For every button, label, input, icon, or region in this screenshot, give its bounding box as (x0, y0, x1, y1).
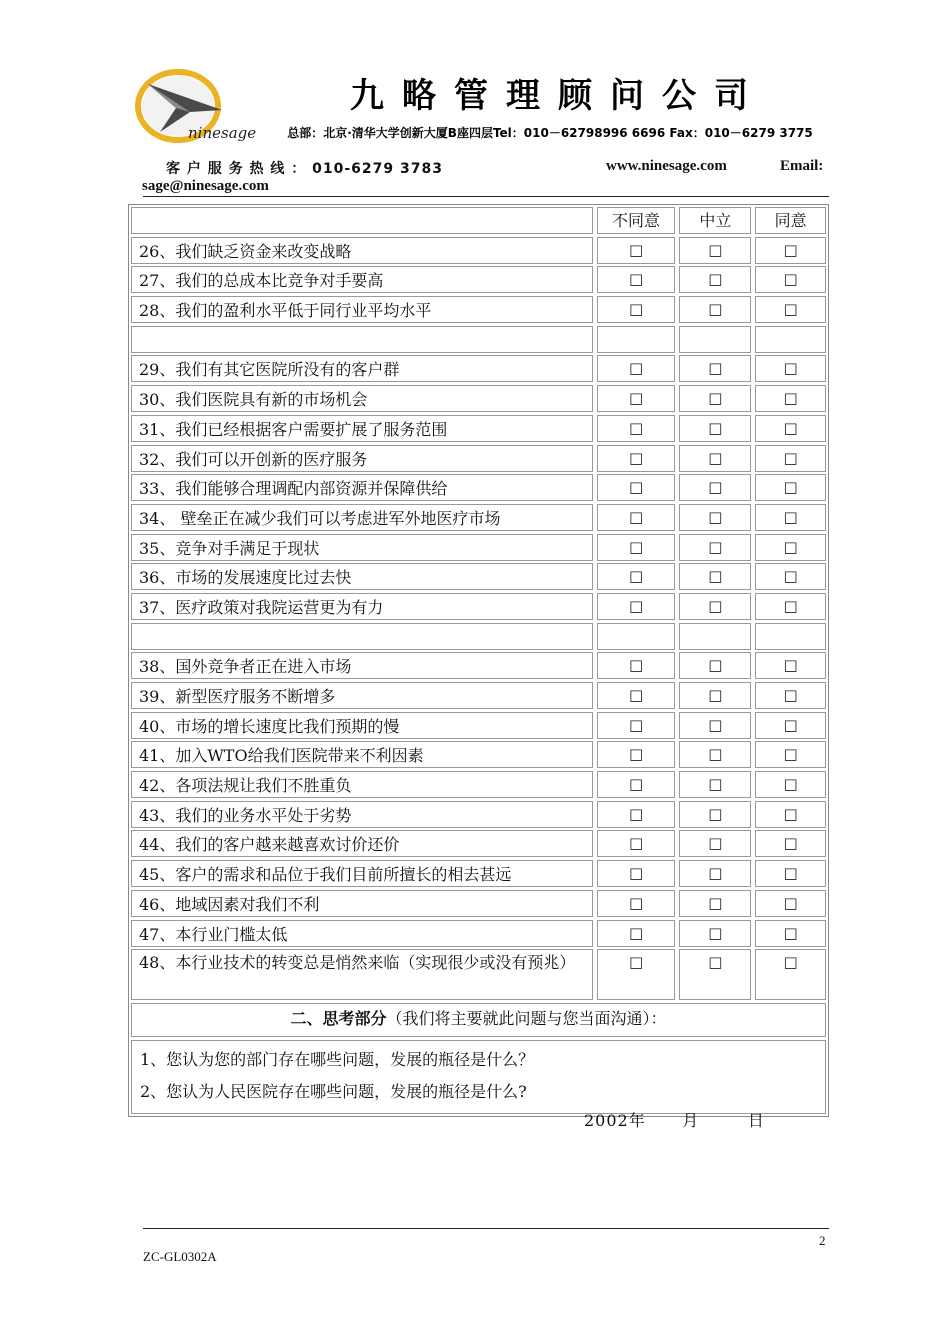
disagree-checkbox[interactable]: □ (597, 771, 676, 798)
question-text: 44、我们的客户越来越喜欢讨价还价 (131, 830, 593, 857)
question-text: 32、我们可以开创新的医疗服务 (131, 445, 593, 472)
email-link[interactable]: sage@ninesage.com (142, 178, 269, 194)
agree-checkbox[interactable]: □ (755, 890, 826, 917)
neutral-checkbox[interactable]: □ (679, 712, 751, 739)
company-name: 九略管理顾问公司 (350, 76, 766, 116)
question-row (131, 801, 826, 828)
disagree-checkbox[interactable]: □ (597, 296, 676, 323)
question-group-2 (131, 355, 826, 620)
question-text: 27、我们的总成本比竞争对手要高 (131, 266, 593, 293)
agree-checkbox[interactable]: □ (755, 593, 826, 620)
question-row (131, 474, 826, 501)
ninesage-logo (130, 66, 260, 146)
agree-checkbox[interactable]: □ (755, 771, 826, 798)
neutral-checkbox[interactable]: □ (679, 801, 751, 828)
question-text: 37、医疗政策对我院运营更为有力 (131, 593, 593, 620)
disagree-checkbox[interactable]: □ (597, 534, 676, 561)
question-text: 45、客户的需求和品位于我们目前所擅长的相去甚远 (131, 860, 593, 887)
neutral-checkbox[interactable]: □ (679, 415, 751, 442)
col-agree: 同意 (755, 207, 826, 234)
spacer-row (131, 326, 826, 353)
question-row (131, 741, 826, 768)
agree-checkbox[interactable]: □ (755, 682, 826, 709)
question-text: 26、我们缺乏资金来改变战略 (131, 237, 593, 264)
question-row (131, 682, 826, 709)
disagree-checkbox[interactable]: □ (597, 741, 676, 768)
question-text: 47、本行业门槛太低 (131, 920, 593, 947)
question-text: 30、我们医院具有新的市场机会 (131, 385, 593, 412)
agree-checkbox[interactable]: □ (755, 652, 826, 679)
question-text: 28、我们的盈利水平低于同行业平均水平 (131, 296, 593, 323)
agree-checkbox[interactable]: □ (755, 563, 826, 590)
disagree-checkbox[interactable]: □ (597, 682, 676, 709)
neutral-checkbox[interactable]: □ (679, 920, 751, 947)
neutral-checkbox[interactable]: □ (679, 355, 751, 382)
disagree-checkbox[interactable]: □ (597, 563, 676, 590)
question-row (131, 830, 826, 857)
neutral-checkbox[interactable]: □ (679, 296, 751, 323)
agree-checkbox[interactable]: □ (755, 237, 826, 264)
section-2-heading (131, 1003, 826, 1037)
question-row (131, 593, 826, 620)
disagree-checkbox[interactable]: □ (597, 415, 676, 442)
neutral-checkbox[interactable]: □ (679, 890, 751, 917)
col-disagree: 不同意 (597, 207, 676, 234)
neutral-checkbox[interactable]: □ (679, 237, 751, 264)
question-group-3 (131, 652, 826, 946)
question-row (131, 415, 826, 442)
neutral-checkbox[interactable]: □ (679, 504, 751, 531)
website-link[interactable]: www.ninesage.com (606, 158, 727, 174)
agree-checkbox[interactable]: □ (755, 801, 826, 828)
question-row (131, 266, 826, 293)
question-text: 39、新型医疗服务不断增多 (131, 682, 593, 709)
disagree-checkbox[interactable]: □ (597, 652, 676, 679)
document-code: ZC-GL0302A (143, 1249, 217, 1264)
question-text: 38、国外竞争者正在进入市场 (131, 652, 593, 679)
question-text: 43、我们的业务水平处于劣势 (131, 801, 593, 828)
neutral-checkbox[interactable]: □ (679, 741, 751, 768)
disagree-checkbox[interactable]: □ (597, 830, 676, 857)
agree-checkbox[interactable]: □ (755, 385, 826, 412)
disagree-checkbox[interactable]: □ (597, 712, 676, 739)
agree-checkbox[interactable]: □ (755, 860, 826, 887)
agree-checkbox[interactable]: □ (755, 296, 826, 323)
agree-checkbox[interactable]: □ (755, 415, 826, 442)
question-row (131, 355, 826, 382)
neutral-checkbox[interactable]: □ (679, 652, 751, 679)
neutral-checkbox[interactable]: □ (679, 771, 751, 798)
svg-text:ninesage: ninesage (188, 124, 257, 142)
disagree-checkbox[interactable]: □ (597, 237, 676, 264)
agree-checkbox[interactable]: □ (755, 355, 826, 382)
date-line: 2002年 月 日 (584, 1111, 765, 1130)
question-row (131, 890, 826, 917)
footer-divider (143, 1228, 829, 1229)
agree-checkbox[interactable]: □ (755, 830, 826, 857)
neutral-checkbox[interactable]: □ (679, 682, 751, 709)
disagree-checkbox[interactable]: □ (597, 355, 676, 382)
disagree-checkbox[interactable]: □ (597, 920, 676, 947)
agree-checkbox[interactable]: □ (755, 266, 826, 293)
agree-checkbox[interactable]: □ (755, 474, 826, 501)
agree-checkbox[interactable]: □ (755, 920, 826, 947)
question-text: 31、我们已经根据客户需要扩展了服务范围 (131, 415, 593, 442)
question-row (131, 949, 826, 1000)
question-text: 48、本行业技术的转变总是悄然来临（实现很少或没有预兆） (131, 949, 593, 1000)
question-text: 46、地域因素对我们不利 (131, 890, 593, 917)
section-2-title: 二、思考部分 (290, 1008, 387, 1028)
question-group-1 (131, 237, 826, 323)
question-text: 35、竞争对手满足于现状 (131, 534, 593, 561)
agree-checkbox[interactable]: □ (755, 712, 826, 739)
disagree-checkbox[interactable]: □ (597, 445, 676, 472)
question-row (131, 920, 826, 947)
neutral-checkbox[interactable]: □ (679, 445, 751, 472)
disagree-checkbox[interactable]: □ (597, 504, 676, 531)
question-row (131, 385, 826, 412)
question-row (131, 771, 826, 798)
question-row (131, 652, 826, 679)
agree-checkbox[interactable]: □ (755, 504, 826, 531)
question-row (131, 860, 826, 887)
neutral-checkbox[interactable]: □ (679, 474, 751, 501)
neutral-checkbox[interactable]: □ (679, 593, 751, 620)
agree-checkbox[interactable]: □ (755, 534, 826, 561)
question-text: 29、我们有其它医院所没有的客户群 (131, 355, 593, 382)
spacer-row (131, 623, 826, 650)
question-text: 36、市场的发展速度比过去快 (131, 563, 593, 590)
header-divider (143, 196, 829, 197)
disagree-checkbox[interactable]: □ (597, 890, 676, 917)
neutral-checkbox[interactable]: □ (679, 385, 751, 412)
neutral-checkbox[interactable]: □ (679, 534, 751, 561)
survey-table (128, 204, 829, 1117)
letterhead (130, 60, 830, 200)
question-text: 41、加入WTO给我们医院带来不利因素 (131, 741, 593, 768)
agree-checkbox[interactable]: □ (755, 445, 826, 472)
question-row (131, 534, 826, 561)
hotline: 客 户 服 务 热 线 ： 010-6279 3783 (166, 161, 443, 177)
question-text: 40、市场的增长速度比我们预期的慢 (131, 712, 593, 739)
question-text: 34、 壁垒正在减少我们可以考虑进军外地医疗市场 (131, 504, 593, 531)
question-row (131, 296, 826, 323)
question-row (131, 237, 826, 264)
col-neutral: 中立 (679, 207, 751, 234)
disagree-checkbox[interactable]: □ (597, 801, 676, 828)
disagree-checkbox[interactable]: □ (597, 593, 676, 620)
disagree-checkbox[interactable]: □ (597, 474, 676, 501)
question-row (131, 712, 826, 739)
disagree-checkbox[interactable]: □ (597, 385, 676, 412)
question-text: 42、各项法规让我们不胜重负 (131, 771, 593, 798)
agree-checkbox[interactable]: □ (755, 949, 826, 1000)
question-row (131, 445, 826, 472)
reflection-questions (131, 1040, 826, 1114)
neutral-checkbox[interactable]: □ (679, 266, 751, 293)
neutral-checkbox[interactable]: □ (679, 860, 751, 887)
neutral-checkbox[interactable]: □ (679, 949, 751, 1000)
page-number: 2 (819, 1233, 826, 1248)
reflection-question: 2、您认为人民医院存在哪些问题，发展的瓶径是什么? (140, 1081, 527, 1101)
section-2-note: （我们将主要就此问题与您当面沟通）： (386, 1008, 667, 1028)
question-text: 33、我们能够合理调配内部资源并保障供给 (131, 474, 593, 501)
hq-address: 总部：北京·清华大学创新大厦B座四层Tel：010－62798996 6696 Fax：010－6279 3775 (287, 126, 813, 140)
table-header-row (131, 207, 826, 234)
question-row (131, 504, 826, 531)
neutral-checkbox[interactable]: □ (679, 563, 751, 590)
disagree-checkbox[interactable]: □ (597, 949, 676, 1000)
disagree-checkbox[interactable]: □ (597, 266, 676, 293)
reflection-question: 1、您认为您的部门存在哪些问题，发展的瓶径是什么？ (140, 1049, 535, 1069)
disagree-checkbox[interactable]: □ (597, 860, 676, 887)
question-row (131, 563, 826, 590)
neutral-checkbox[interactable]: □ (679, 830, 751, 857)
email-label: Email: (780, 158, 824, 174)
agree-checkbox[interactable]: □ (755, 741, 826, 768)
